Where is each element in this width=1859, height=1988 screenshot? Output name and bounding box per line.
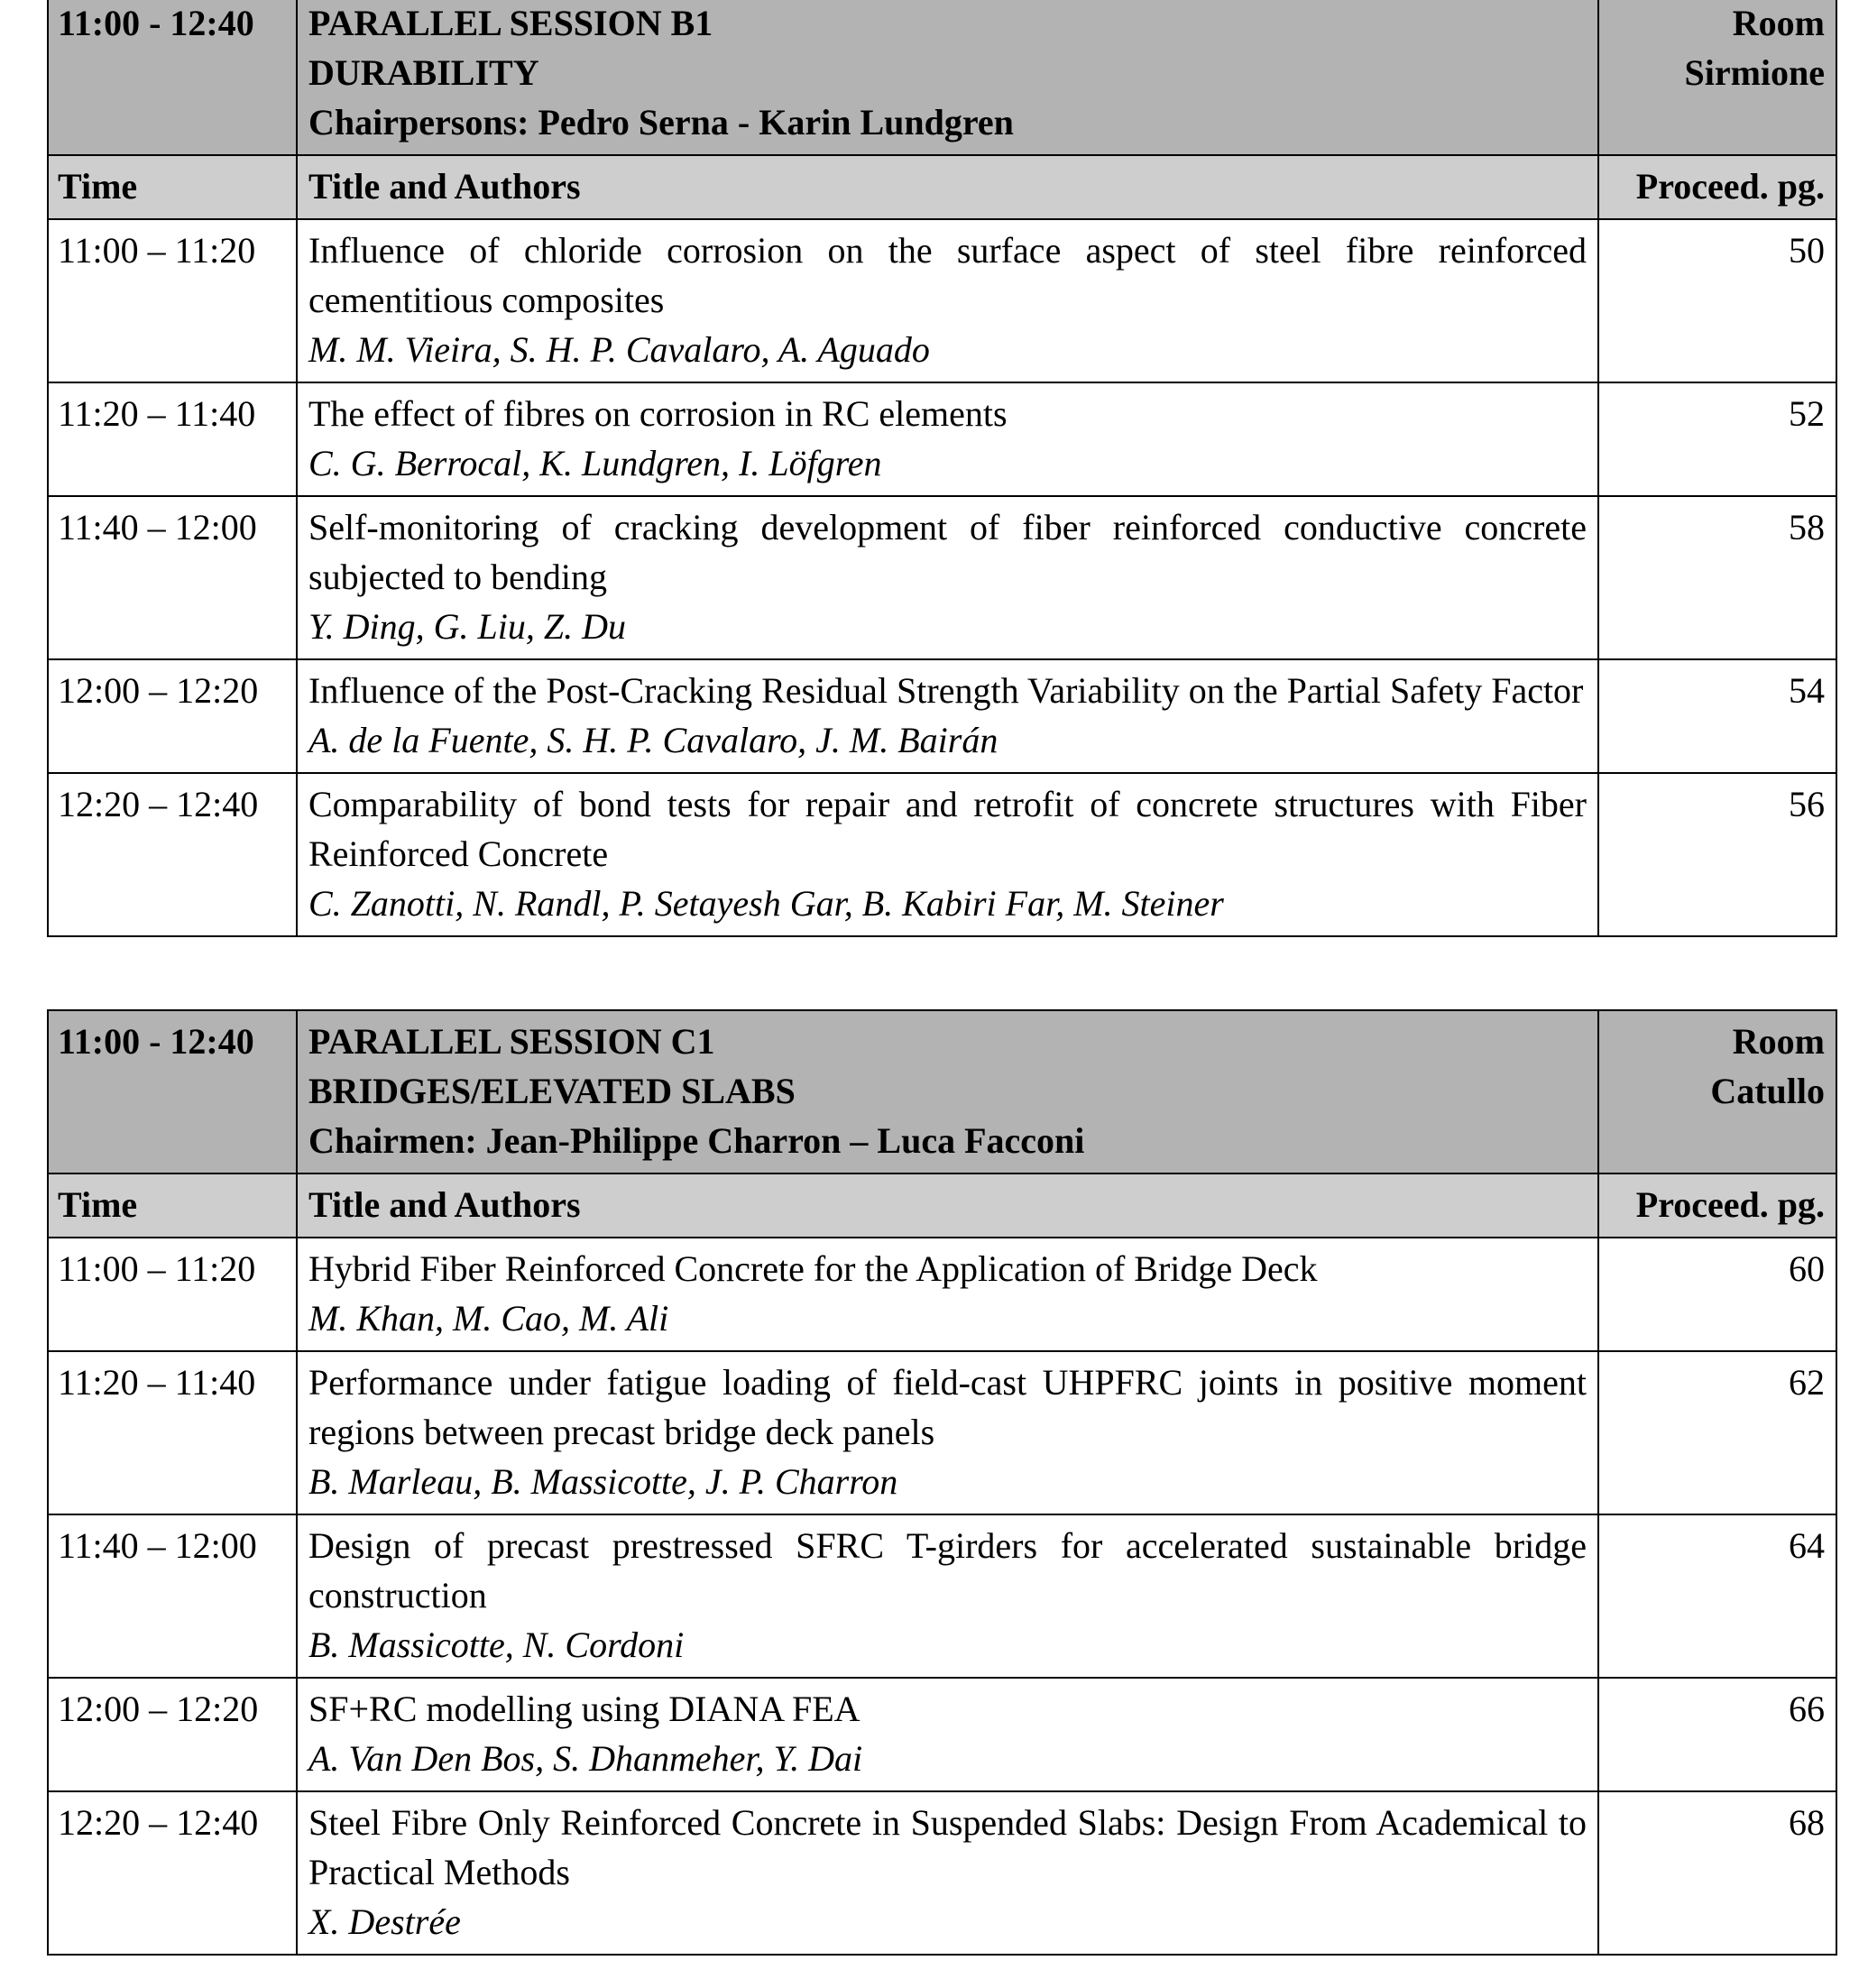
paper-title: Hybrid Fiber Reinforced Concrete for the Application of Bridge Deck (308, 1248, 1318, 1289)
schedule-row (48, 659, 1836, 773)
row-time: 12:00 – 12:20 (48, 659, 297, 773)
row-title-authors (297, 773, 1598, 936)
column-header-time: Time (48, 1173, 297, 1238)
paper-title: Influence of chloride corrosion on the surface aspect of steel fibre reinforced cementitious composites (308, 230, 1587, 320)
column-header-title: Title and Authors (297, 1173, 1598, 1238)
row-proceedings-page: 66 (1598, 1678, 1836, 1791)
row-title-authors (297, 1351, 1598, 1514)
session-title: PARALLEL SESSION B1 (308, 3, 713, 43)
schedule-row (48, 382, 1836, 496)
paper-title: The effect of fibres on corrosion in RC elements (308, 393, 1008, 434)
room-name: Catullo (1710, 1071, 1825, 1111)
row-time: 12:00 – 12:20 (48, 1678, 297, 1791)
column-header-row (48, 1173, 1836, 1238)
row-proceedings-page: 52 (1598, 382, 1836, 496)
column-header-page: Proceed. pg. (1598, 1173, 1836, 1238)
paper-title: Self-monitoring of cracking development of fiber reinforced conductive concrete subjected to bending (308, 507, 1587, 597)
session-header-row (48, 1010, 1836, 1173)
row-time: 12:20 – 12:40 (48, 1791, 297, 1955)
row-time: 11:00 – 11:20 (48, 1238, 297, 1351)
row-title-authors (297, 382, 1598, 496)
paper-authors: X. Destrée (308, 1901, 461, 1942)
session-info-cell (297, 0, 1598, 155)
conference-program (47, 0, 1836, 1956)
table-gap (47, 937, 1836, 1009)
row-title-authors (297, 659, 1598, 773)
row-title-authors (297, 1238, 1598, 1351)
session-info-cell (297, 1010, 1598, 1173)
paper-authors: Y. Ding, G. Liu, Z. Du (308, 606, 626, 647)
paper-authors: M. Khan, M. Cao, M. Ali (308, 1298, 669, 1339)
session-time-range: 11:00 - 12:40 (48, 1010, 297, 1173)
schedule-row (48, 1351, 1836, 1514)
schedule-row (48, 496, 1836, 659)
room-label: Room (1732, 1021, 1825, 1062)
row-time: 11:20 – 11:40 (48, 382, 297, 496)
paper-authors: C. G. Berrocal, K. Lundgren, I. Löfgren (308, 443, 882, 483)
session-table-b1 (47, 0, 1837, 937)
paper-authors: B. Massicotte, N. Cordoni (308, 1624, 685, 1665)
row-time: 11:40 – 12:00 (48, 1514, 297, 1678)
row-title-authors (297, 219, 1598, 382)
row-time: 11:00 – 11:20 (48, 219, 297, 382)
row-title-authors (297, 1678, 1598, 1791)
row-proceedings-page: 54 (1598, 659, 1836, 773)
column-header-row (48, 155, 1836, 219)
session-topic: DURABILITY (308, 52, 539, 93)
session-time-range: 11:00 - 12:40 (48, 0, 297, 155)
row-proceedings-page: 56 (1598, 773, 1836, 936)
paper-title: Steel Fibre Only Reinforced Concrete in Suspended Slabs: Design From Academical to Practical Methods (308, 1802, 1587, 1892)
row-title-authors (297, 1791, 1598, 1955)
row-time: 11:20 – 11:40 (48, 1351, 297, 1514)
row-proceedings-page: 58 (1598, 496, 1836, 659)
paper-title: SF+RC modelling using DIANA FEA (308, 1689, 860, 1729)
row-time: 11:40 – 12:00 (48, 496, 297, 659)
room-label: Room (1732, 3, 1825, 43)
row-title-authors (297, 1514, 1598, 1678)
row-proceedings-page: 68 (1598, 1791, 1836, 1955)
session-room-cell (1598, 0, 1836, 155)
schedule-row (48, 1678, 1836, 1791)
row-time: 12:20 – 12:40 (48, 773, 297, 936)
session-rows (48, 219, 1836, 936)
schedule-row (48, 1238, 1836, 1351)
paper-authors: B. Marleau, B. Massicotte, J. P. Charron (308, 1461, 898, 1502)
session-title: PARALLEL SESSION C1 (308, 1021, 715, 1062)
paper-authors: M. M. Vieira, S. H. P. Cavalaro, A. Aguado (308, 329, 930, 370)
row-proceedings-page: 62 (1598, 1351, 1836, 1514)
row-title-authors (297, 496, 1598, 659)
schedule-row (48, 219, 1836, 382)
column-header-time: Time (48, 155, 297, 219)
schedule-row (48, 773, 1836, 936)
schedule-row (48, 1514, 1836, 1678)
paper-title: Comparability of bond tests for repair and retrofit of concrete structures with Fiber Reinforced Concrete (308, 784, 1587, 874)
row-proceedings-page: 50 (1598, 219, 1836, 382)
room-name: Sirmione (1684, 52, 1825, 93)
row-proceedings-page: 60 (1598, 1238, 1836, 1351)
session-rows (48, 1238, 1836, 1955)
session-chairs: Chairmen: Jean-Philippe Charron – Luca Facconi (308, 1120, 1085, 1161)
paper-title: Influence of the Post-Cracking Residual Strength Variability on the Partial Safety Factor (308, 670, 1584, 711)
paper-title: Design of precast prestressed SFRC T-girders for accelerated sustainable bridge construction (308, 1525, 1587, 1615)
paper-authors: C. Zanotti, N. Randl, P. Setayesh Gar, B. Kabiri Far, M. Steiner (308, 883, 1224, 924)
schedule-row (48, 1791, 1836, 1955)
row-proceedings-page: 64 (1598, 1514, 1836, 1678)
session-room-cell (1598, 1010, 1836, 1173)
session-chairs: Chairpersons: Pedro Serna - Karin Lundgren (308, 102, 1014, 143)
session-topic: BRIDGES/ELEVATED SLABS (308, 1071, 796, 1111)
paper-title: Performance under fatigue loading of field-cast UHPFRC joints in positive moment regions between precast bridge deck panels (308, 1362, 1587, 1452)
paper-authors: A. de la Fuente, S. H. P. Cavalaro, J. M. Bairán (308, 720, 999, 760)
session-table-c1 (47, 1009, 1837, 1956)
paper-authors: A. Van Den Bos, S. Dhanmeher, Y. Dai (308, 1738, 863, 1779)
session-header-row (48, 0, 1836, 155)
column-header-page: Proceed. pg. (1598, 155, 1836, 219)
column-header-title: Title and Authors (297, 155, 1598, 219)
